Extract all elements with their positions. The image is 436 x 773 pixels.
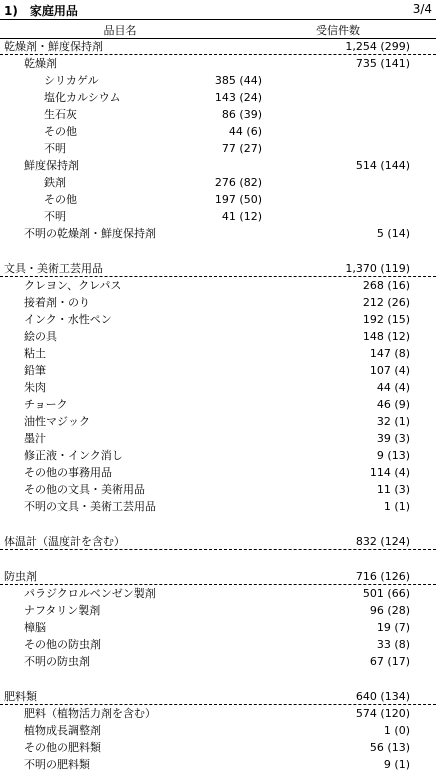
subcategory-row [0, 602, 436, 619]
total-count: 501 (66) [362, 587, 410, 600]
subcategory-row [0, 225, 436, 242]
subcategory-row [0, 311, 436, 328]
table-header [0, 19, 436, 39]
total-count: 514 (144) [355, 159, 410, 172]
item-row [0, 123, 436, 140]
row-label: 接着剤・のり [24, 296, 90, 309]
total-count: 11 (3) [376, 483, 410, 496]
total-count: 192 (15) [362, 313, 410, 326]
subcategory-row [0, 653, 436, 670]
subitem-count: 385 (44) [214, 74, 262, 87]
subitem-count: 44 (6) [228, 125, 262, 138]
total-count: 212 (26) [362, 296, 410, 309]
item-row [0, 89, 436, 106]
row-label: 朱肉 [24, 381, 46, 394]
item-row [0, 174, 436, 191]
row-label: 体温計（温度計を含む） [4, 535, 125, 548]
row-label: その他の肥料類 [24, 741, 101, 754]
subitem-count: 41 (12) [221, 210, 262, 223]
category-row [0, 533, 436, 550]
row-label: インク・水性ペン [24, 313, 112, 326]
row-label: クレヨン、クレパス [24, 279, 122, 292]
total-count: 9 (13) [376, 449, 410, 462]
subcategory-row [0, 157, 436, 174]
row-label: 植物成長調整剤 [24, 724, 101, 737]
total-count: 268 (16) [362, 279, 410, 292]
subitem-count: 77 (27) [221, 142, 262, 155]
item-row [0, 106, 436, 123]
total-count: 1 (1) [383, 500, 410, 513]
item-row [0, 140, 436, 157]
category-row [0, 260, 436, 277]
row-label: 墨汁 [24, 432, 46, 445]
section-title: 1) 家庭用品 [4, 4, 78, 18]
subitem-count: 86 (39) [221, 108, 262, 121]
total-count: 114 (4) [369, 466, 410, 479]
item-row [0, 72, 436, 89]
total-count: 1 (0) [383, 724, 410, 737]
row-label: 塩化カルシウム [44, 91, 121, 104]
subcategory-row [0, 328, 436, 345]
column-header-count: 受信件数 [316, 24, 360, 37]
total-count: 640 (134) [355, 690, 410, 703]
row-label: その他 [44, 193, 77, 206]
total-count: 1,370 (119) [345, 262, 410, 275]
row-label: その他の事務用品 [24, 466, 112, 479]
row-label: 絵の具 [24, 330, 57, 343]
total-count: 148 (12) [362, 330, 410, 343]
row-label: 粘土 [24, 347, 46, 360]
row-label: 不明 [44, 210, 66, 223]
total-count: 147 (8) [369, 347, 410, 360]
row-label: 不明の文具・美術工芸用品 [24, 500, 156, 513]
spacer-row [0, 550, 436, 568]
total-count: 19 (7) [376, 621, 410, 634]
row-label: 修正液・インク消し [24, 449, 123, 462]
total-count: 5 (14) [376, 227, 410, 240]
category-row [0, 38, 436, 55]
row-label: ナフタリン製剤 [24, 604, 101, 617]
spacer-row [0, 515, 436, 533]
total-count: 716 (126) [355, 570, 410, 583]
total-count: 33 (8) [376, 638, 410, 651]
row-label: チョーク [24, 398, 68, 411]
spacer-row [0, 242, 436, 260]
total-count: 96 (28) [369, 604, 410, 617]
total-count: 44 (4) [376, 381, 410, 394]
subcategory-row [0, 722, 436, 739]
row-label: 不明の防虫剤 [24, 655, 90, 668]
category-row [0, 688, 436, 705]
subcategory-row [0, 413, 436, 430]
subcategory-row [0, 447, 436, 464]
total-count: 56 (13) [369, 741, 410, 754]
table-body [0, 38, 436, 773]
total-count: 832 (124) [355, 535, 410, 548]
subcategory-row [0, 379, 436, 396]
row-label: 文具・美術工芸用品 [4, 262, 103, 275]
subcategory-row [0, 396, 436, 413]
column-header-item: 品目名 [103, 24, 137, 37]
total-count: 574 (120) [355, 707, 410, 720]
total-count: 9 (1) [383, 758, 410, 771]
item-row [0, 208, 436, 225]
subcategory-row [0, 739, 436, 756]
row-label: 防虫剤 [4, 570, 37, 583]
item-row [0, 191, 436, 208]
row-label: 樟脳 [24, 621, 46, 634]
row-label: 不明 [44, 142, 66, 155]
row-label: 油性マジック [24, 415, 90, 428]
total-count: 1,254 (299) [345, 40, 410, 53]
subcategory-row [0, 362, 436, 379]
row-label: その他 [44, 125, 77, 138]
subcategory-row [0, 705, 436, 722]
row-label: 鉛筆 [24, 364, 46, 377]
total-count: 735 (141) [355, 57, 410, 70]
subcategory-row [0, 294, 436, 311]
subcategory-row [0, 756, 436, 773]
row-label: 肥料類 [4, 690, 37, 703]
page-number: 3/4 [412, 2, 432, 16]
total-count: 46 (9) [376, 398, 410, 411]
row-label: パラジクロルベンゼン製剤 [24, 587, 156, 600]
row-label: その他の防虫剤 [24, 638, 101, 651]
total-count: 107 (4) [369, 364, 410, 377]
row-label: その他の文具・美術用品 [24, 483, 145, 496]
subcategory-row [0, 498, 436, 515]
subitem-count: 276 (82) [214, 176, 262, 189]
subcategory-row [0, 345, 436, 362]
subcategory-row [0, 585, 436, 602]
total-count: 32 (1) [376, 415, 410, 428]
subitem-count: 197 (50) [214, 193, 262, 206]
row-label: 不明の肥料類 [24, 758, 90, 771]
row-label: 乾燥剤 [24, 57, 57, 70]
subcategory-row [0, 619, 436, 636]
subcategory-row [0, 636, 436, 653]
spacer-row [0, 670, 436, 688]
subcategory-row [0, 55, 436, 72]
row-label: シリカゲル [44, 74, 99, 87]
row-label: 肥料（植物活力剤を含む） [24, 707, 156, 720]
row-label: 乾燥剤・鮮度保持剤 [4, 40, 103, 53]
subcategory-row [0, 277, 436, 294]
row-label: 生石灰 [44, 108, 77, 121]
subcategory-row [0, 430, 436, 447]
subcategory-row [0, 464, 436, 481]
subcategory-row [0, 481, 436, 498]
row-label: 鉄剤 [44, 176, 66, 189]
subitem-count: 143 (24) [214, 91, 262, 104]
row-label: 鮮度保持剤 [24, 159, 79, 172]
category-row [0, 568, 436, 585]
row-label: 不明の乾燥剤・鮮度保持剤 [24, 227, 156, 240]
total-count: 67 (17) [369, 655, 410, 668]
total-count: 39 (3) [376, 432, 410, 445]
